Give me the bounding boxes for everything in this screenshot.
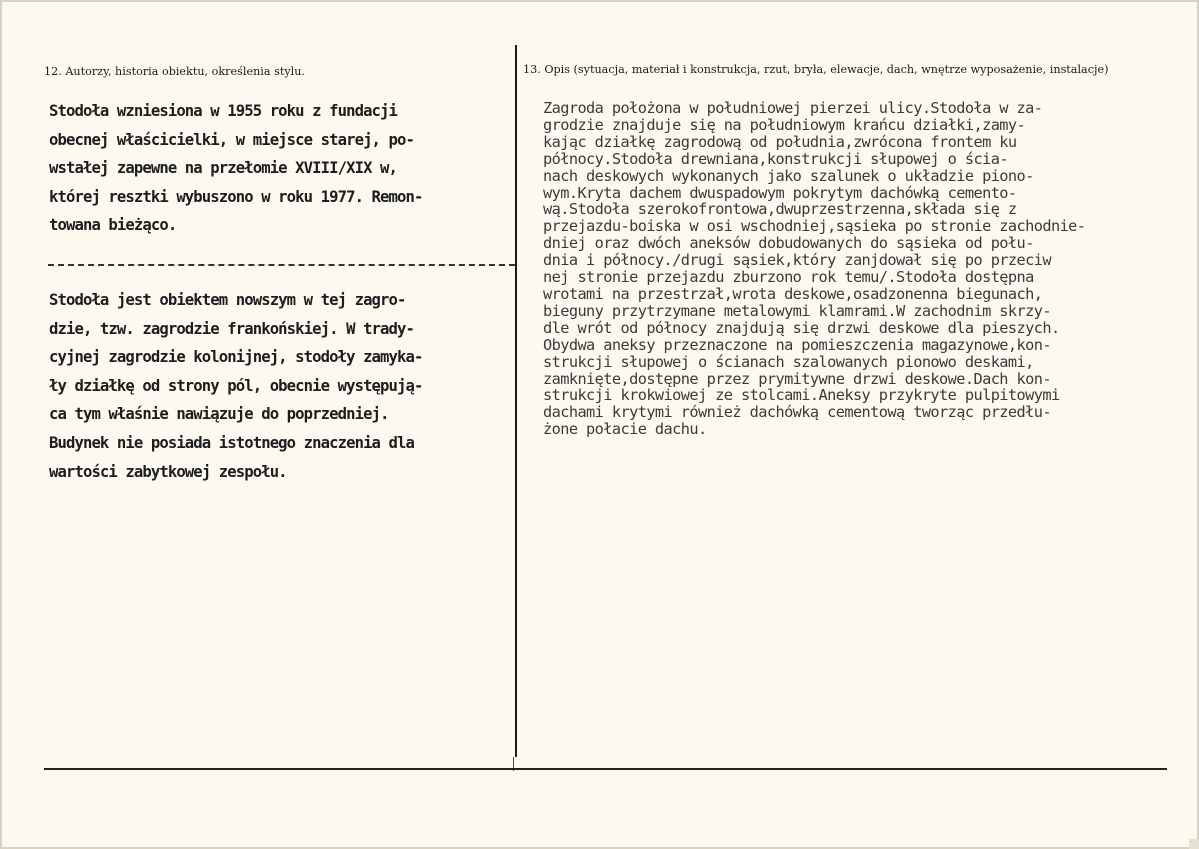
text-line: zamknięte,dostępne przez prymitywne drzwi deskowe.Dach kon-: [543, 369, 1051, 388]
text-line: Obydwa aneksy przeznaczone na pomieszczenia magazynowe,kon-: [543, 335, 1051, 354]
text-line: wą.Stodoła szerokofrontowa,dwuprzestrzenna,składa się z: [543, 200, 1017, 219]
text-line: towana bieżąco.: [49, 216, 177, 235]
text-line: obecnej właścicielki, w miejsce starej, po-: [49, 130, 414, 149]
text-line: grodzie znajduje się na południowym krańcu działki,zamy-: [543, 115, 1026, 134]
history-text: [49, 97, 422, 240]
text-line: dachami krytymi również dachówką cementową tworząc przedłu-: [543, 403, 1051, 422]
text-line: nach deskowych wykonanych jako szalunek o układzie piono-: [543, 166, 1034, 185]
section-13-header: 13. Opis (sytuacja, materiał i konstrukcja, rzut, bryła, elewacje, dach, wnętrze wyposażenie, instalacje): [523, 63, 1109, 76]
text-line: przejazdu-boiska w osi wschodniej,sąsieka po stronie zachodnie-: [543, 217, 1086, 236]
text-line: wartości zabytkowej zespołu.: [49, 462, 287, 481]
text-line: strukcji krokwiowej ze stolcami.Aneksy przykryte pulpitowymi: [543, 386, 1060, 405]
description-text: [543, 100, 1085, 438]
text-line: nej stronie przejazdu zburzono rok temu/.Stodoła dostępna: [543, 268, 1034, 287]
text-line: której resztki wybuszono w roku 1977. Remon-: [49, 187, 423, 206]
text-line: Budynek nie posiada istotnego znaczenia dla: [49, 433, 414, 452]
significance-text: [49, 286, 422, 486]
section-12-header: 12. Autorzy, historia obiektu, określenia stylu.: [44, 65, 305, 78]
text-line: wrotami na przestrzał,wrota deskowe,osadzonenna biegunach,: [543, 284, 1043, 303]
column-divider: [515, 45, 517, 757]
bottom-rule: [44, 768, 1167, 770]
card-corner: [1189, 839, 1199, 849]
text-line: wym.Kryta dachem dwuspadowym pokrytym dachówką cemento-: [543, 183, 1017, 202]
text-line: cyjnej zagrodzie kolonijnej, stodoły zamyka-: [49, 348, 423, 367]
text-line: ca tym właśnie nawiązuje do poprzedniej.: [49, 405, 389, 424]
dashed-separator: [48, 264, 515, 266]
text-line: ły działkę od strony pól, obecnie występują-: [49, 376, 423, 395]
text-line: Zagroda położona w południowej pierzei ulicy.Stodoła w za-: [543, 99, 1043, 117]
text-line: dnia i północy./drugi sąsiek,który zanjdował się po przeciw: [543, 251, 1051, 270]
text-line: bieguny przytrzymane metalowymi klamrami.W zachodnim skrzy-: [543, 301, 1051, 320]
text-line: żone połacie dachu.: [543, 420, 707, 439]
text-line: kając działkę zagrodową od południa,zwrócona frontem ku: [543, 132, 1017, 151]
text-line: Stodoła wzniesiona w 1955 roku z fundacji: [49, 102, 398, 120]
text-line: północy.Stodoła drewniana,konstrukcji słupowej o ścia-: [543, 149, 1008, 168]
text-line: strukcji słupowej o ścianach szalowanych pionowo deskami,: [543, 352, 1034, 371]
text-line: dle wrót od północy znajdują się drzwi deskowe dla pieszych.: [543, 318, 1060, 337]
text-line: dniej oraz dwóch aneksów dobudowanych do sąsieka od połu-: [543, 234, 1034, 253]
text-line: wstałej zapewne na przełomie XVIII/XIX w,: [49, 159, 398, 178]
text-line: Stodoła jest obiektem nowszym w tej zagro-: [49, 291, 406, 309]
text-line: dzie, tzw. zagrodzie frankońskiej. W trady-: [49, 319, 414, 338]
